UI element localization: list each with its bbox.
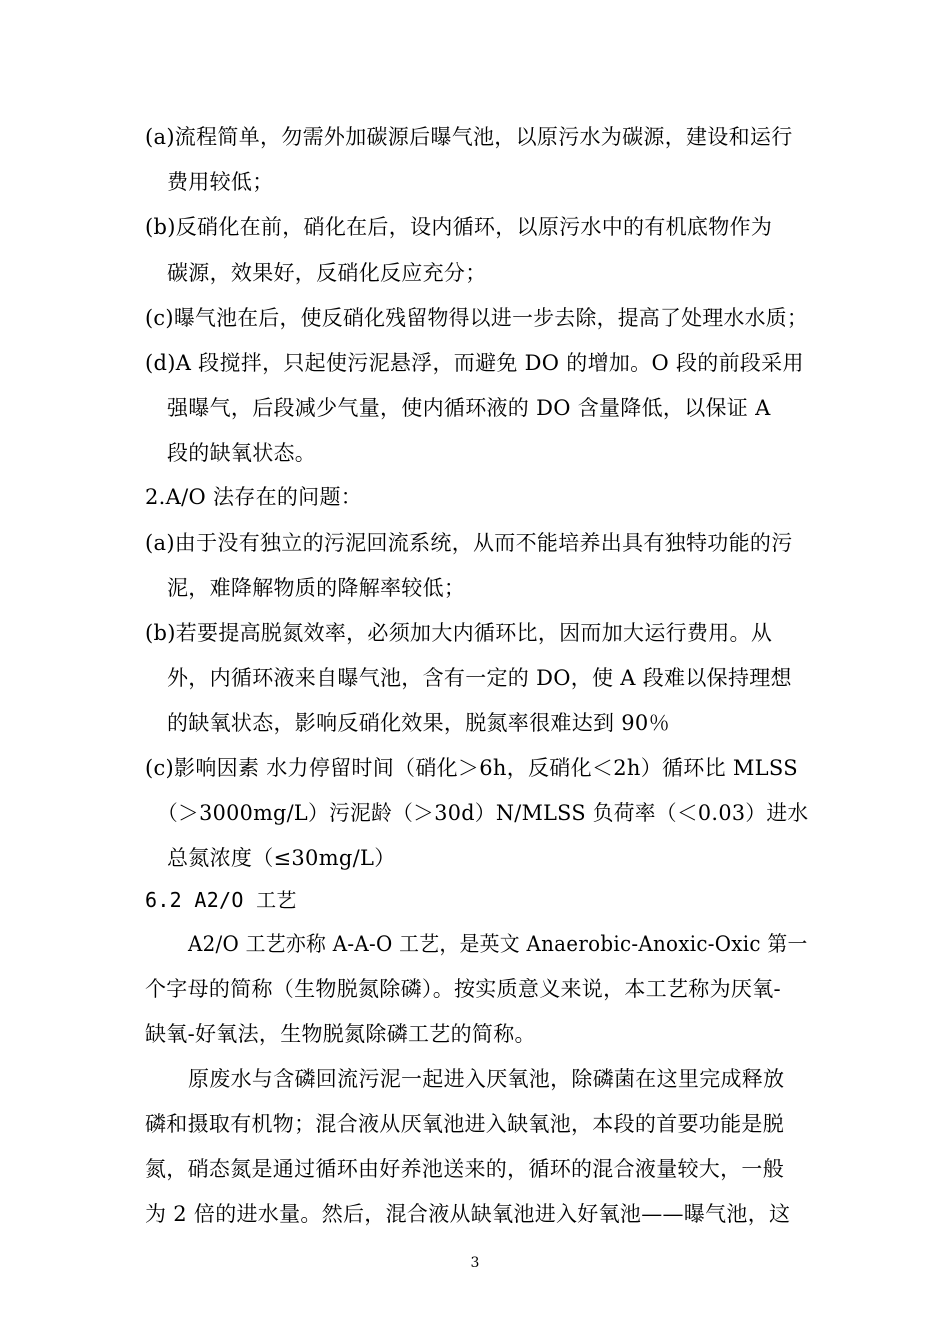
text-line-23: 磷和摄取有机物；混合液从厌氧池进入缺氧池，本段的首要功能是脱 (145, 1112, 784, 1136)
text-line-21: 缺氧-好氧法，生物脱氮除磷工艺的简称。 (145, 1022, 536, 1046)
text-line-8: 段的缺氧状态。 (167, 441, 317, 465)
text-line-2: 费用较低； (167, 170, 274, 194)
text-line-25: 为 2 倍的进水量。然后，混合液从缺氧池进入好氧池——曝气池，这 (145, 1202, 791, 1226)
text-line-1: (a)流程简单，勿需外加碳源后曝气池，以原污水为碳源，建设和运行 (145, 125, 793, 149)
text-line-16: （＞3000mg/L）污泥龄（＞30d）N/MLSS 负荷率（＜0.03）进水 (157, 801, 809, 825)
text-line-11: 泥，难降解物质的降解率较低； (167, 576, 466, 600)
subsection-heading: 6.2 A2/O 工艺 (145, 888, 297, 912)
text-line-4: 碳源，效果好，反硝化反应充分； (167, 261, 487, 285)
text-line-22: 原废水与含磷回流污泥一起进入厌氧池，除磷菌在这里完成释放 (188, 1067, 785, 1091)
text-line-12: (b)若要提高脱氮效率，必须加大内循环比，因而加大运行费用。从 (145, 621, 773, 645)
text-line-15: (c)影响因素 水力停留时间（硝化＞6h，反硝化＜2h）循环比 MLSS (145, 756, 798, 780)
text-line-5: (c)曝气池在后，使反硝化残留物得以进一步去除，提高了处理水水质； (145, 306, 809, 330)
text-line-10: (a)由于没有独立的污泥回流系统，从而不能培养出具有独特功能的污 (145, 531, 793, 555)
text-line-20: 个字母的简称（生物脱氮除磷）。按实质意义来说，本工艺称为厌氧- (145, 977, 781, 1001)
section-heading: 2.A/O 法存在的问题： (145, 485, 363, 509)
text-line-24: 氮，硝态氮是通过循环由好养池送来的，循环的混合液量较大，一般 (145, 1157, 784, 1181)
text-line-17: 总氮浓度（≤30mg/L） (167, 846, 396, 870)
text-line-19: A2/O 工艺亦称 A-A-O 工艺，是英文 Anaerobic-Anoxic-Oxic 第一 (188, 932, 808, 956)
text-line-6: (d)A 段搅拌，只起使污泥悬浮，而避免 DO 的增加。O 段的前段采用 (145, 351, 804, 375)
page-number: 3 (470, 1255, 480, 1271)
text-line-13: 外，内循环液来自曝气池，含有一定的 DO，使 A 段难以保持理想 (167, 666, 792, 690)
text-line-7: 强曝气，后段减少气量，使内循环液的 DO 含量降低，以保证 A (167, 396, 771, 420)
text-line-14: 的缺氧状态，影响反硝化效果，脱氮率很难达到 90％ (167, 711, 670, 735)
text-line-3: (b)反硝化在前，硝化在后，设内循环，以原污水中的有机底物作为 (145, 215, 773, 239)
